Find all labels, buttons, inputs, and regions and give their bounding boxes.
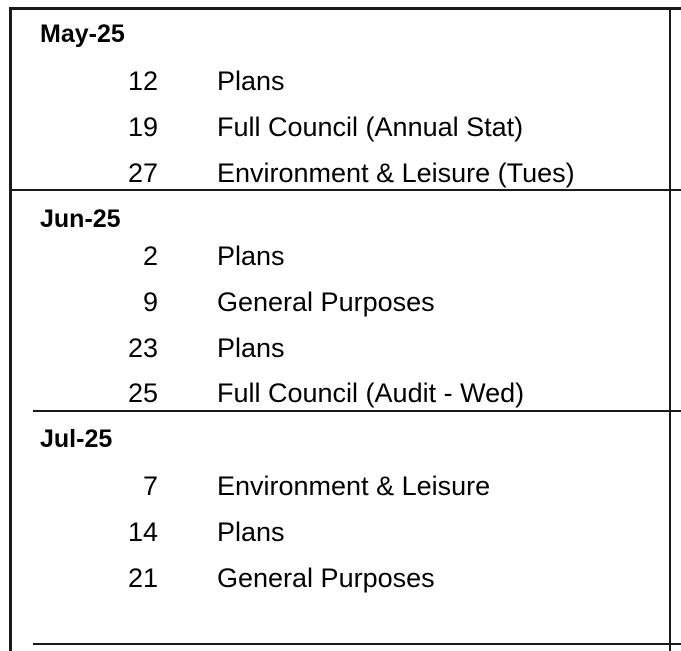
section-divider-2 <box>33 410 681 412</box>
meeting-name: Plans <box>217 66 285 96</box>
month-heading: May-25 <box>40 20 125 48</box>
meeting-day: 23 <box>127 333 158 363</box>
meeting-name: Full Council (Annual Stat) <box>217 112 524 142</box>
meeting-name: General Purposes <box>217 287 435 317</box>
meeting-name: Full Council (Audit - Wed) <box>217 378 525 408</box>
meeting-day: 25 <box>127 378 158 408</box>
meeting-name: Plans <box>217 517 285 547</box>
meeting-day: 27 <box>127 158 158 188</box>
meeting-day: 21 <box>127 563 158 593</box>
meeting-day: 9 <box>142 287 158 317</box>
section-divider-1 <box>11 189 681 191</box>
top-border <box>11 7 681 10</box>
meeting-name: General Purposes <box>217 563 435 593</box>
meeting-day: 7 <box>142 471 158 501</box>
meeting-name: Plans <box>217 333 285 363</box>
meeting-day: 14 <box>127 517 158 547</box>
bottom-border <box>33 643 681 645</box>
meeting-name: Environment & Leisure (Tues) <box>217 158 575 188</box>
meeting-name: Environment & Leisure <box>217 471 491 501</box>
meeting-day: 19 <box>127 112 158 142</box>
meeting-day: 12 <box>127 66 158 96</box>
month-heading: Jun-25 <box>40 205 121 233</box>
month-heading: Jul-25 <box>40 425 113 453</box>
meeting-name: Plans <box>217 241 285 271</box>
meeting-day: 2 <box>142 241 158 271</box>
left-border <box>9 7 12 651</box>
right-border <box>669 7 671 651</box>
